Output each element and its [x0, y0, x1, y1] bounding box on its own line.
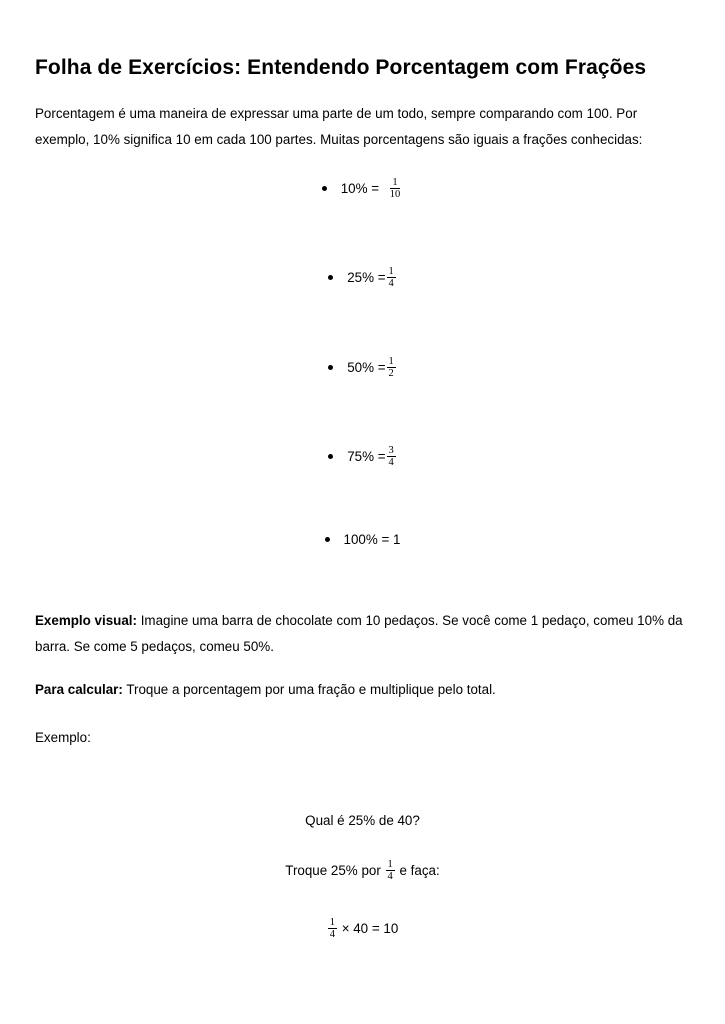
fraction: $\frac{1}{4}$ — [329, 917, 335, 940]
percent-label: 50% = — [347, 360, 386, 376]
visual-example-paragraph — [35, 608, 695, 660]
visual-example-label: Exemplo visual: — [35, 613, 137, 628]
bullet-icon — [328, 275, 333, 280]
visual-example-text: Imagine uma barra de chocolate com 10 pedaços. Se você come 1 pedaço, comeu 10% da barra. Se come 5 pedaços, comeu 50%. — [35, 613, 683, 654]
step-suffix: e faça: — [399, 863, 440, 879]
bullet-icon — [322, 186, 327, 191]
fraction: $\frac{1}{2}$ — [388, 356, 394, 379]
result-text: × 40 = 10 — [341, 921, 399, 937]
percent-label: 100% = 1 — [343, 532, 401, 547]
fraction: $\frac{1}{4}$ — [388, 266, 394, 289]
example-question: Qual é 25% de 40? — [305, 813, 420, 828]
list-item — [0, 357, 725, 380]
list-item — [0, 267, 725, 290]
calculate-text: Troque a porcentagem por uma fração e multiplique pelo total. — [122, 682, 496, 697]
fraction: $\frac{1}{4}$ — [387, 859, 393, 882]
bullet-icon — [328, 454, 333, 459]
example-step — [0, 860, 725, 883]
fraction: $\frac{3}{4}$ — [388, 445, 394, 468]
list-item — [0, 178, 725, 201]
bullet-icon — [325, 537, 330, 542]
example-label: Exemplo: — [35, 730, 91, 745]
percent-label: 75% = — [347, 449, 386, 465]
fraction: $\frac{1}{10}$ — [389, 177, 401, 200]
bullet-icon — [328, 365, 333, 370]
list-item — [0, 446, 725, 469]
percent-label: 10% = — [340, 181, 380, 197]
calculate-label: Para calcular: — [35, 682, 123, 697]
calculate-paragraph — [35, 677, 695, 703]
page-title: Folha de Exercícios: Entendendo Porcentagem com Frações — [35, 56, 647, 79]
step-prefix: Troque 25% por — [285, 863, 381, 879]
example-result — [0, 918, 725, 941]
list-item — [0, 532, 725, 547]
intro-paragraph: Porcentagem é uma maneira de expressar uma parte de um todo, sempre comparando com 100. Por exemplo, 10% significa 10 em cada 100 partes. Muitas porcentagens são iguais a frações conhecidas: — [35, 106, 643, 147]
percent-label: 25% = — [347, 270, 386, 286]
